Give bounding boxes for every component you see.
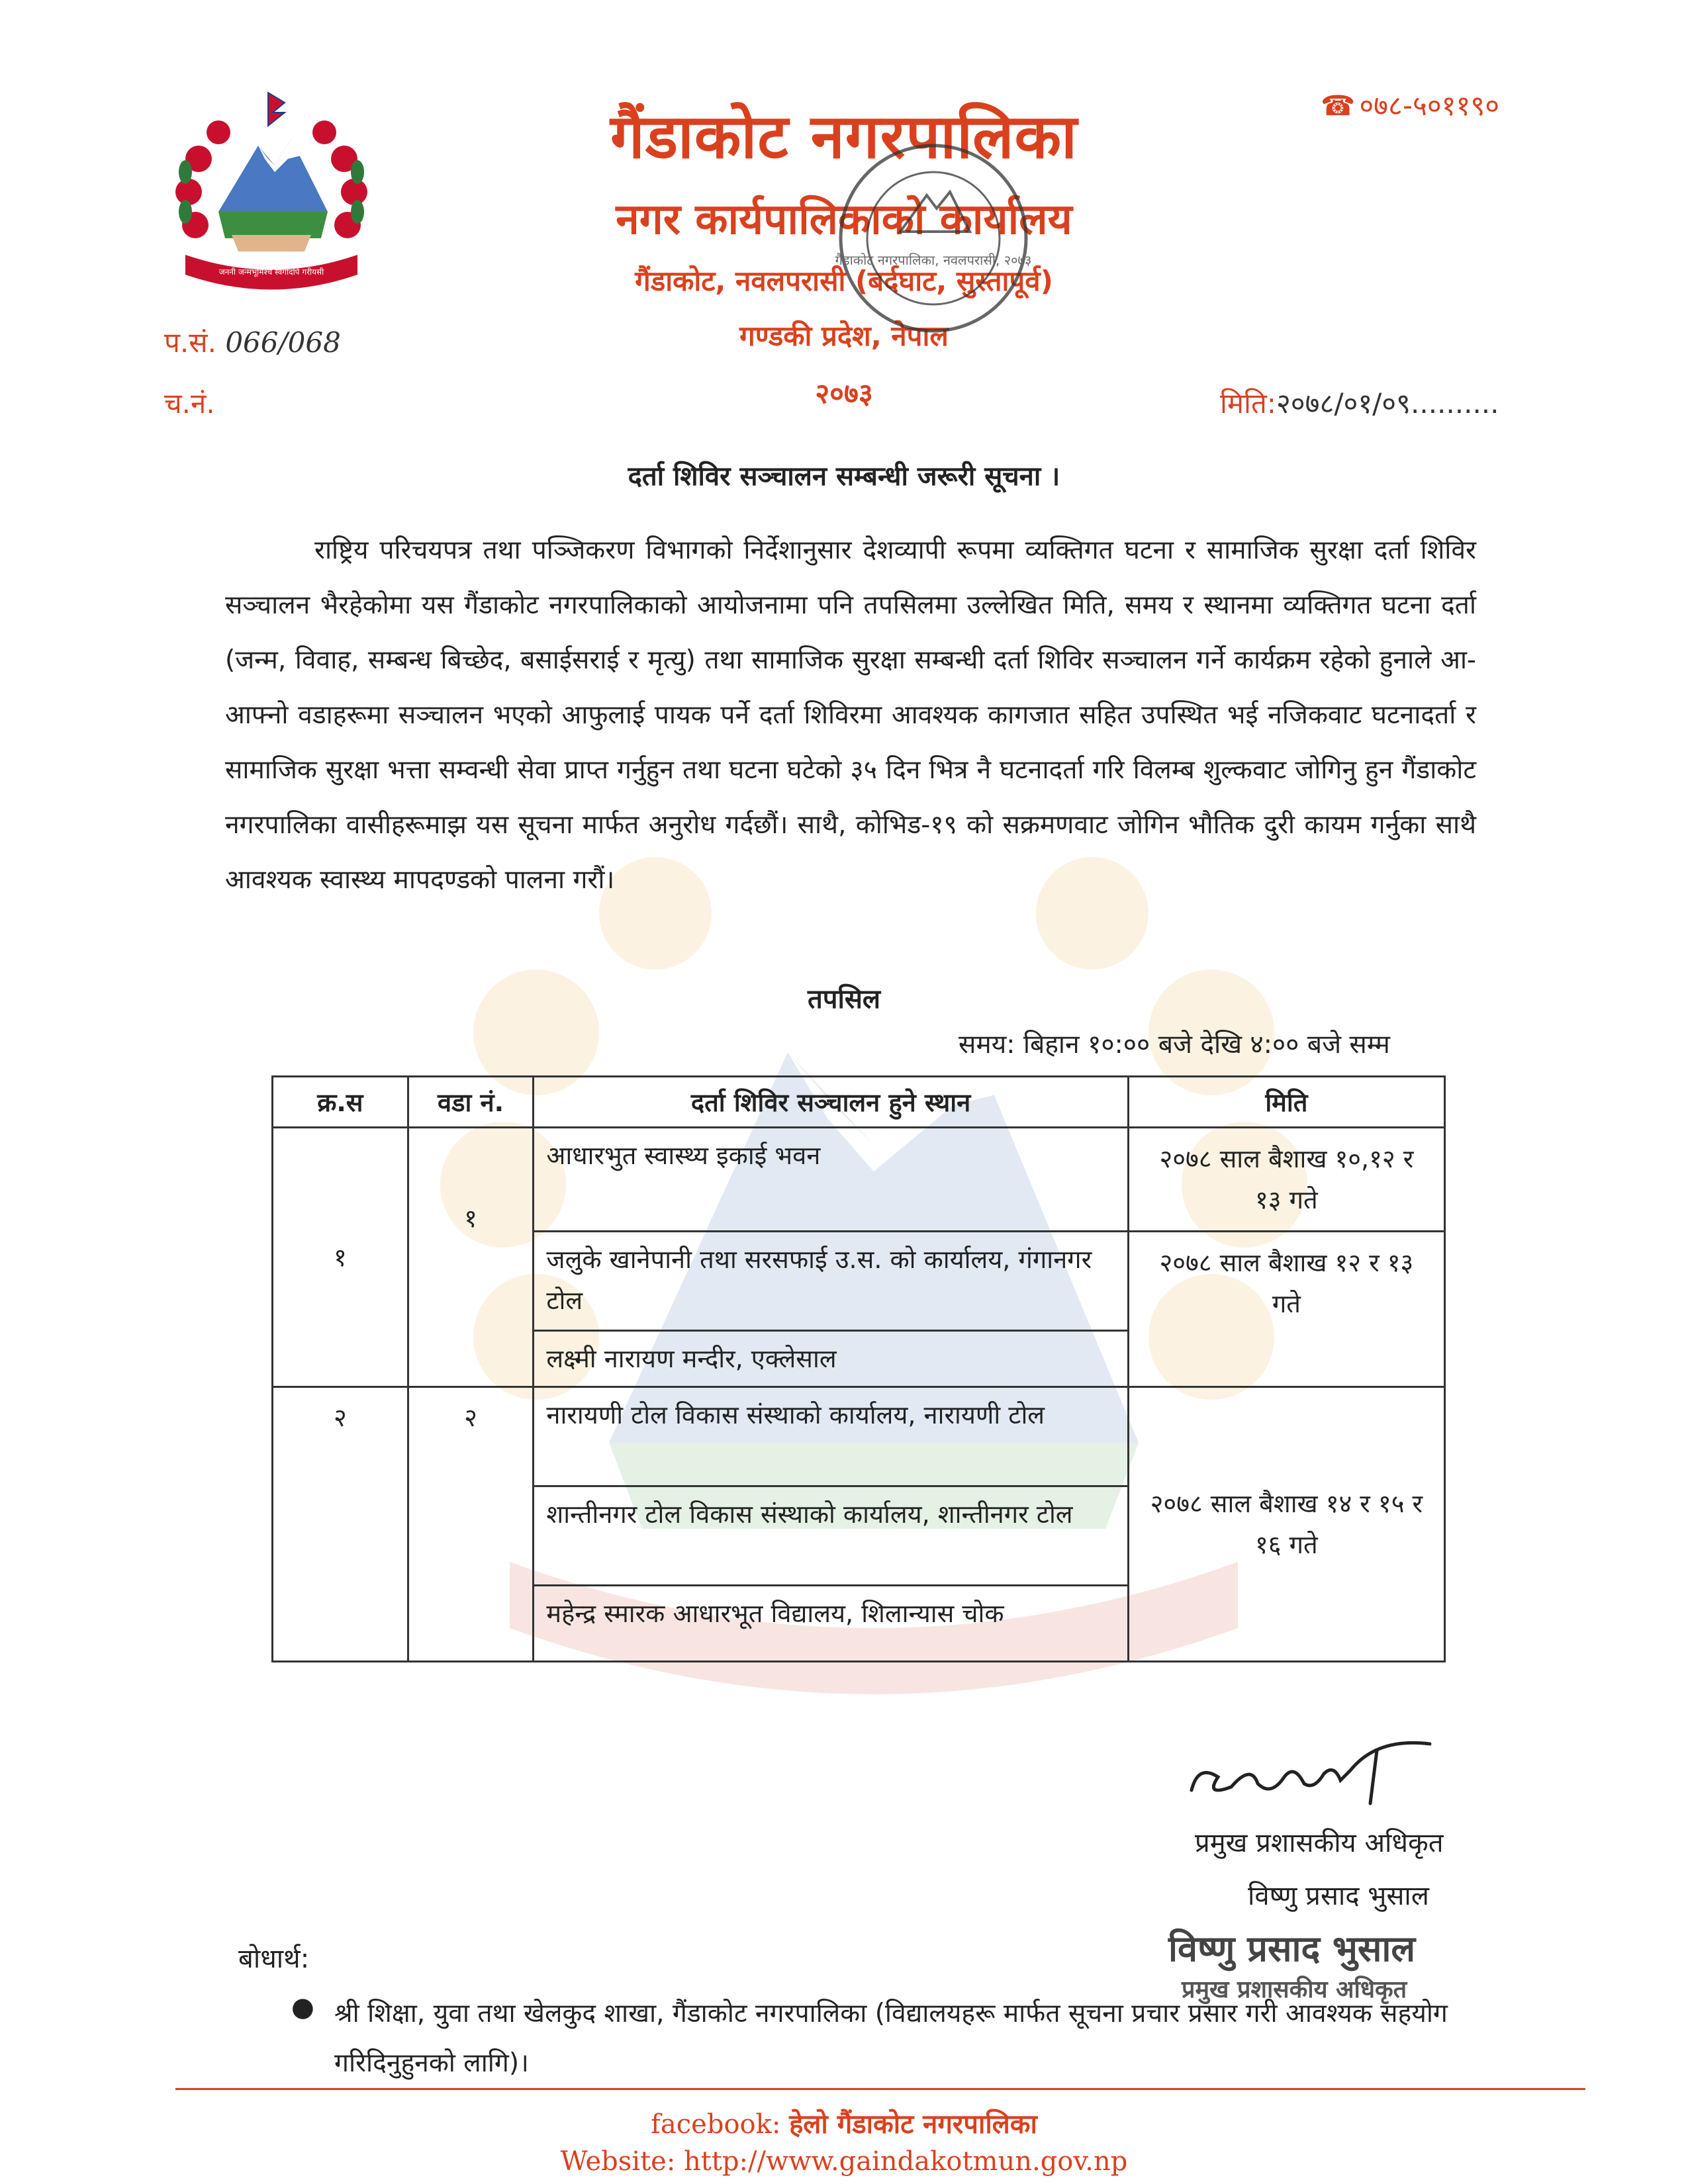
municipality-title: गैंडाकोट नगरपालिका xyxy=(610,101,1078,172)
schedule-heading: तपसिल xyxy=(807,984,881,1015)
table-row xyxy=(273,1128,1445,1232)
footer-divider xyxy=(175,2088,1585,2090)
date-line xyxy=(1220,384,1499,422)
facebook-page-name: हेलो गैंडाकोट नगरपालिका xyxy=(789,2109,1037,2140)
reference-label: प.सं. xyxy=(164,326,216,359)
established-year: २०७३ xyxy=(815,377,873,410)
signer-stamp-name: विष्णु प्रसाद भुसाल xyxy=(1168,1928,1415,1970)
phone-value: ०७८-५०११९० xyxy=(1359,89,1500,122)
column-header-date: मिति xyxy=(1128,1077,1444,1128)
official-stamp xyxy=(827,132,1039,344)
signer-title: प्रमुख प्रशासकीय अधिकृत xyxy=(1195,1828,1444,1858)
bullet-icon: ● xyxy=(291,1992,314,2023)
cell-location: जलुके खानेपानी तथा सरसफाई उ.स. को कार्यालय, गंगानगर टोल xyxy=(534,1232,1128,1331)
date-dots: .......... xyxy=(1411,387,1499,420)
stamp-text: गैंडाकोट नगरपालिका, नवलपरासी, २०७३ xyxy=(835,252,1032,268)
signer-stamp-title: प्रमुख प्रशासकीय अधिकृत xyxy=(1182,1976,1407,2003)
notice-heading: दर्ता शिविर सञ्चालन सम्बन्धी जरूरी सूचना । xyxy=(628,461,1060,492)
column-header-sn: क्र.स xyxy=(273,1077,408,1128)
signer-name: विष्णु प्रसाद भुसाल xyxy=(1248,1881,1429,1911)
reference-value: 066/068 xyxy=(225,326,341,359)
table-header-row xyxy=(273,1077,1445,1128)
cc-label: बोधार्थ: xyxy=(238,1944,310,1974)
schedule-table xyxy=(271,1075,1446,1662)
date-label: मिति: xyxy=(1220,387,1276,420)
telephone-icon: ☎ xyxy=(1321,89,1356,122)
footer-facebook xyxy=(0,2105,1688,2141)
emblem-motto: जननी जन्मभूमिश्च स्वर्गादपि गरीयसी xyxy=(218,267,324,277)
cell-date: २०७८ साल बैशाख १२ र १३ गते xyxy=(1128,1232,1444,1387)
facebook-label: facebook: xyxy=(651,2109,781,2140)
notice-body: राष्ट्रिय परिचयपत्र तथा पञ्जिकरण विभागको निर्देशानुसार देशव्यापी रूपमा व्यक्तिगत घटना र सामाजिक सुरक्षा दर्ता शिविर सञ्चालन भैरहेकोमा यस गैंडाकोट नगरपालिकाको आयोजनामा पनि तपसिलमा उल्लेखित मिति, समय र स्थानमा व्यक्तिगत घटना दर्ता (जन्म, विवाह, सम्बन्ध बिच्छेद, बसाईसराई र मृत्यु) तथा सामाजिक सुरक्षा सम्बन्धी दर्ता शिविर सञ्चालन गर्ने कार्यक्रम रहेको हुनाले आ-आफ्नो वडाहरूमा सञ्चालन भएको आफुलाई पायक पर्ने दर्ता शिविरमा आवश्यक कागजात सहित उपस्थित भई नजिकवाट घटनादर्ता र सामाजिक सुरक्षा भत्ता सम्वन्धी सेवा प्राप्त गर्नुहुन तथा घटना घटेको ३५ दिन भित्र नै घटनादर्ता गरि विलम्ब शुल्कवाट जोगिनु हुन गैंडाकोट नगरपालिका वासीहरूमाझ यस सूचना मार्फत अनुरोध गर्दछौं। साथै, कोभिड-१९ को सक्रमणवाट जोगिन भौतिक दुरी कायम गर्नुका साथै आवश्यक स्वास्थ्य मापदण्डको पालना गरौं। xyxy=(225,535,1476,895)
office-province: गण्डकी प्रदेश, नेपाल xyxy=(739,320,949,352)
date-value: २०७८/०१/०९ xyxy=(1276,387,1411,420)
phone-number xyxy=(1321,86,1499,124)
handwritten-signature xyxy=(1178,1724,1456,1817)
cc-item: श्री शिक्षा, युवा तथा खेलकुद शाखा, गैंडाकोट नगरपालिका (विद्यालयहरू मार्फत सूचना प्रचार प्रसार गरी आवश्यक सहयोग गरिदिनुहुनको लागि)। xyxy=(334,1999,1448,2078)
schedule-time-note: समय: बिहान १०:०० बजे देखि ४:०० बजे सम्म xyxy=(959,1030,1390,1060)
cell-location: शान्तीनगर टोल विकास संस्थाको कार्यालय, शान्तीनगर टोल xyxy=(534,1486,1128,1586)
cell-date: २०७८ साल बैशाख १४ र १५ र १६ गते xyxy=(1128,1387,1444,1662)
reference-number xyxy=(164,323,341,361)
cell-ward: १ xyxy=(408,1128,534,1387)
cell-location: नारायणी टोल विकास संस्थाको कार्यालय, नारायणी टोल xyxy=(534,1387,1128,1486)
cell-location: महेन्द्र स्मारक आधारभूत विद्यालय, शिलान्यास चोक xyxy=(534,1586,1128,1662)
column-header-location: दर्ता शिविर सञ्चालन हुने स्थान xyxy=(534,1077,1128,1128)
dispatch-label: च.नं. xyxy=(164,387,215,420)
cell-sn: २ xyxy=(273,1387,408,1662)
footer-website[interactable]: Website: http://www.gaindakotmun.gov.np xyxy=(560,2146,1128,2177)
cell-sn: १ xyxy=(273,1128,408,1387)
office-name: नगर कार्यपालिकाको कार्यालय xyxy=(616,195,1072,244)
table-row xyxy=(273,1387,1445,1486)
cell-location: लक्ष्मी नारायण मन्दीर, एक्लेसाल xyxy=(534,1331,1128,1387)
cell-ward: २ xyxy=(408,1387,534,1662)
column-header-ward: वडा नं. xyxy=(408,1077,534,1128)
cell-location: आधारभुत स्वास्थ्य इकाई भवन xyxy=(534,1128,1128,1232)
cell-date: २०७८ साल बैशाख १०,१२ र १३ गते xyxy=(1128,1128,1444,1232)
office-address: गैंडाकोट, नवलपरासी (बर्दघाट, सुस्तापूर्व) xyxy=(635,265,1053,297)
